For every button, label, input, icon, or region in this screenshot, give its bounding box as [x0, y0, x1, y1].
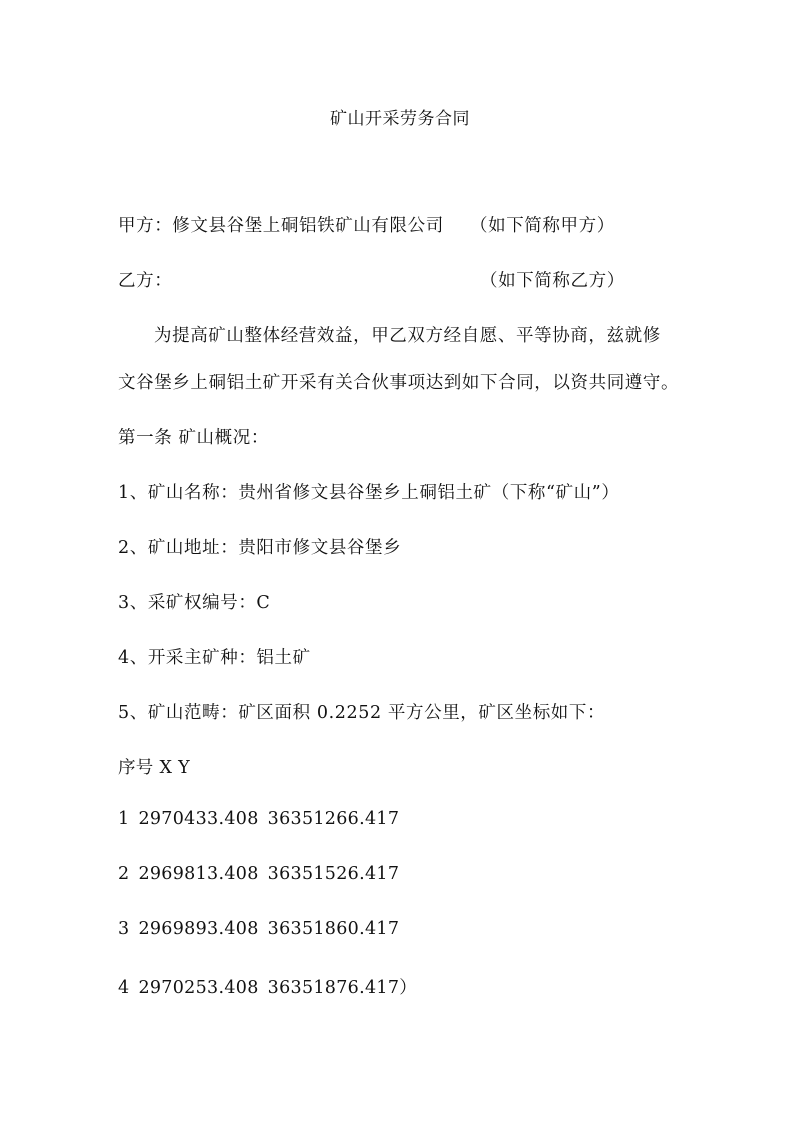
coordinate-header: 序号 X Y: [118, 758, 190, 778]
coordinate-x: 2969893.408: [138, 919, 259, 939]
coordinate-row: [118, 919, 408, 939]
party-a-note: （如下简称甲方）: [470, 216, 615, 236]
coordinate-y: 36351860.417: [267, 919, 400, 939]
coordinate-x: 2970253.408: [138, 978, 259, 998]
party-b-note: （如下简称乙方）: [480, 271, 625, 291]
article-1-item: 3、采矿权编号：C: [118, 593, 271, 613]
preamble-line-1: 为提高矿山整体经营效益，甲乙双方经自愿、平等协商，兹就修: [154, 326, 661, 346]
party-b-line: [118, 267, 172, 292]
article-1-item: 4、开采主矿种：铝土矿: [118, 648, 311, 668]
document-title: 矿山开采劳务合同: [330, 109, 470, 129]
article-1-item: 2、矿山地址：贵阳市修文县谷堡乡: [118, 538, 402, 558]
coordinate-row: [118, 809, 408, 829]
party-a-line: [118, 212, 444, 237]
article-1-heading: 第一条 矿山概况：: [118, 428, 269, 448]
coordinate-y: 36351526.417: [267, 864, 400, 884]
coordinate-x: 2969813.408: [138, 864, 259, 884]
coordinate-no: 1: [118, 809, 130, 829]
coordinate-no: 3: [118, 919, 130, 939]
preamble-line-2: 文谷堡乡上硐铝土矿开采有关合伙事项达到如下合同，以资共同遵守。: [118, 373, 680, 393]
coordinate-row: [118, 974, 426, 999]
coordinate-y: 36351266.417: [267, 809, 400, 829]
party-b-label: 乙方：: [118, 271, 173, 291]
article-1-item: 5、矿山范畴：矿区面积 0.2252 平方公里，矿区坐标如下：: [118, 703, 606, 723]
party-a-label: 甲方：修文县谷堡上硐铝铁矿山有限公司: [118, 216, 444, 236]
coordinate-y: 36351876.417）: [267, 978, 418, 998]
article-1-item: 1、矿山名称：贵州省修文县谷堡乡上硐铝土矿（下称“矿山”）: [118, 483, 620, 503]
coordinate-no: 4: [118, 978, 130, 998]
coordinate-no: 2: [118, 864, 130, 884]
coordinate-row: [118, 864, 408, 884]
coordinate-x: 2970433.408: [138, 809, 259, 829]
